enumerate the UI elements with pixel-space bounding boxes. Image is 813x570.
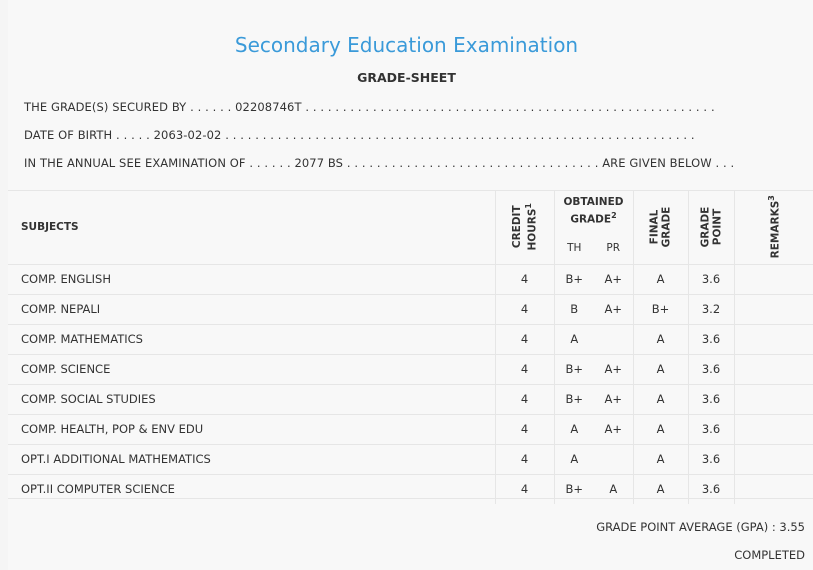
table-row [8, 354, 813, 384]
header-credit-hours: CREDIT HOURS$^1$ [495, 190, 554, 264]
remarks-cell [734, 294, 813, 324]
pr-cell: A+ [594, 384, 633, 414]
credit-cell: 4 [495, 384, 554, 414]
th-cell: B+ [554, 264, 594, 294]
header-th: TH [554, 232, 594, 264]
table-row [8, 384, 813, 414]
table-row [8, 294, 813, 324]
pr-cell: A [594, 474, 633, 504]
credit-cell: 4 [495, 294, 554, 324]
remarks-cell [734, 474, 813, 504]
table-row [8, 474, 813, 504]
credit-cell: 4 [495, 444, 554, 474]
grade-point-cell: 3.6 [688, 324, 734, 354]
status-text: COMPLETED [734, 548, 805, 562]
table-row [8, 444, 813, 474]
grades-table [8, 190, 813, 504]
credit-cell: 4 [495, 264, 554, 294]
grade-point-cell: 3.6 [688, 354, 734, 384]
header-subjects: SUBJECTS [21, 221, 79, 234]
header-obtained-grade: OBTAINED GRADE$^2$ [554, 190, 633, 232]
final-grade-cell: A [633, 444, 688, 474]
th-cell: A [554, 324, 594, 354]
remarks-cell [734, 354, 813, 384]
table-row [8, 324, 813, 354]
header-grade-point: GRADE POINT [688, 190, 734, 264]
remarks-cell [734, 264, 813, 294]
grade-point-cell: 3.2 [688, 294, 734, 324]
header-remarks: REMARKS$^3$ [734, 190, 813, 264]
final-grade-cell: A [633, 414, 688, 444]
subject-cell: COMP. HEALTH, POP & ENV EDU [8, 414, 495, 444]
final-grade-cell: B+ [633, 294, 688, 324]
grade-point-cell: 3.6 [688, 444, 734, 474]
subject-cell: COMP. NEPALI [8, 294, 495, 324]
pr-cell [594, 444, 633, 474]
pr-cell: A+ [594, 414, 633, 444]
th-cell: B [554, 294, 594, 324]
final-grade-cell: A [633, 384, 688, 414]
th-cell: A [554, 444, 594, 474]
subject-cell: OPT.II COMPUTER SCIENCE [8, 474, 495, 504]
remarks-cell [734, 414, 813, 444]
subject-cell: COMP. SOCIAL STUDIES [8, 384, 495, 414]
info-secured-by: THE GRADE(S) SECURED BY . . . . . . 02208746T . . . . . . . . . . . . . . . . . . . . . . . . . . . . . . . . . . . . . . . . . . . . . . . . . . . . . . . [24, 100, 715, 114]
subject-cell: OPT.I ADDITIONAL MATHEMATICS [8, 444, 495, 474]
pr-cell [594, 324, 633, 354]
subject-cell: COMP. SCIENCE [8, 354, 495, 384]
th-cell: B+ [554, 354, 594, 384]
page-subtitle: GRADE-SHEET [357, 70, 456, 85]
header-final-grade: FINAL GRADE [633, 190, 688, 264]
header-pr: PR [606, 242, 621, 255]
pr-cell: A+ [594, 264, 633, 294]
info-date-of-birth: DATE OF BIRTH . . . . . 2063-02-02 . . . . . . . . . . . . . . . . . . . . . . . . . . . . . . . . . . . . . . . . . . . . . . . . . . . . . . . . . . . . . . . [24, 128, 695, 142]
grade-point-cell: 3.6 [688, 414, 734, 444]
page-title: Secondary Education Examination [234, 33, 579, 57]
remarks-cell [734, 324, 813, 354]
th-cell: A [554, 414, 594, 444]
pr-cell: A+ [594, 354, 633, 384]
grade-point-cell: 3.6 [688, 384, 734, 414]
final-grade-cell: A [633, 264, 688, 294]
remarks-cell [734, 384, 813, 414]
credit-cell: 4 [495, 354, 554, 384]
table-row [8, 264, 813, 294]
info-examination: IN THE ANNUAL SEE EXAMINATION OF . . . . . . 2077 BS . . . . . . . . . . . . . . . . . . . . . . . . . . . . . . . . . . ARE GIVEN BELOW . . . [24, 156, 735, 170]
remarks-cell [734, 444, 813, 474]
credit-cell: 4 [495, 414, 554, 444]
th-cell: B+ [554, 384, 594, 414]
divider [8, 498, 813, 499]
pr-cell: A+ [594, 294, 633, 324]
credit-cell: 4 [495, 474, 554, 504]
th-cell: B+ [554, 474, 594, 504]
subject-cell: COMP. MATHEMATICS [8, 324, 495, 354]
final-grade-cell: A [633, 474, 688, 504]
subject-cell: COMP. ENGLISH [8, 264, 495, 294]
grade-point-cell: 3.6 [688, 264, 734, 294]
credit-cell: 4 [495, 324, 554, 354]
grade-point-cell: 3.6 [688, 474, 734, 504]
final-grade-cell: A [633, 324, 688, 354]
final-grade-cell: A [633, 354, 688, 384]
gpa-summary: GRADE POINT AVERAGE (GPA) : 3.55 [596, 520, 805, 534]
table-row [8, 414, 813, 444]
